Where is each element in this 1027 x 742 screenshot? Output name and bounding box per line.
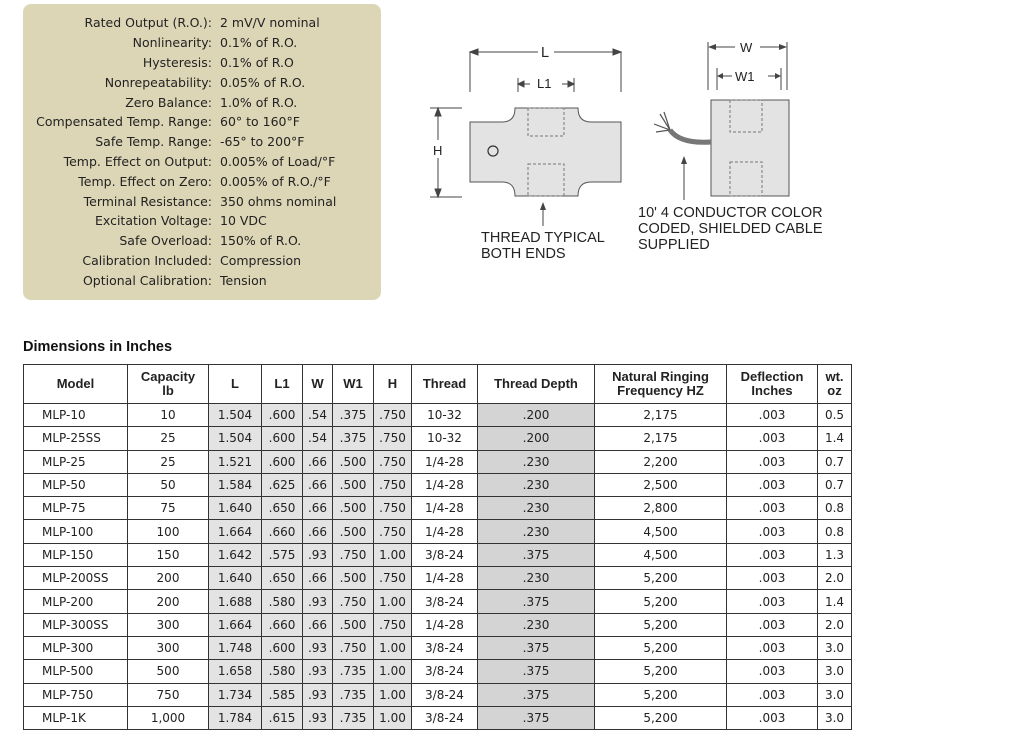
cell-thread-depth: .230 xyxy=(478,613,595,636)
spec-row xyxy=(23,33,381,53)
cable-note-line2: CODED, SHIELDED CABLE xyxy=(638,221,823,237)
thread-note-line1: THREAD TYPICAL xyxy=(481,230,605,246)
cell-weight: 3.0 xyxy=(818,660,852,683)
cell-weight: 0.7 xyxy=(818,473,852,496)
cell-thread-depth: .230 xyxy=(478,520,595,543)
label-L: L xyxy=(541,45,550,61)
spec-value: 10 VDC xyxy=(220,213,267,229)
label-L1: L1 xyxy=(537,76,552,91)
cell-model: MLP-75 xyxy=(24,497,128,520)
cell-W1: .500 xyxy=(333,613,374,636)
cell-deflection: .003 xyxy=(727,543,818,566)
label-H: H xyxy=(433,143,443,158)
cell-L1: .625 xyxy=(262,473,303,496)
cell-frequency: 4,500 xyxy=(595,520,727,543)
header-thread-depth: Thread Depth xyxy=(478,365,595,404)
cell-W: .66 xyxy=(303,497,333,520)
cell-thread-depth: .375 xyxy=(478,660,595,683)
spec-row xyxy=(23,13,381,33)
spec-row xyxy=(23,92,381,112)
cell-deflection: .003 xyxy=(727,590,818,613)
cell-W1: .735 xyxy=(333,683,374,706)
cell-W: .66 xyxy=(303,450,333,473)
table-row xyxy=(24,543,852,566)
header-deflection: Deflection Inches xyxy=(727,365,818,404)
cell-W: .66 xyxy=(303,520,333,543)
cell-thread-depth: .375 xyxy=(478,590,595,613)
cell-L1: .585 xyxy=(262,683,303,706)
cell-W1: .375 xyxy=(333,427,374,450)
cell-H: 1.00 xyxy=(374,543,412,566)
cell-weight: 0.8 xyxy=(818,520,852,543)
cell-thread-depth: .375 xyxy=(478,636,595,659)
cell-model: MLP-25SS xyxy=(24,427,128,450)
cell-W: .54 xyxy=(303,427,333,450)
header-thread: Thread xyxy=(412,365,478,404)
cell-W: .66 xyxy=(303,567,333,590)
cell-W: .93 xyxy=(303,683,333,706)
cell-deflection: .003 xyxy=(727,636,818,659)
cell-thread-depth: .230 xyxy=(478,450,595,473)
cell-L1: .600 xyxy=(262,636,303,659)
cell-W1: .735 xyxy=(333,660,374,683)
label-W1: W1 xyxy=(735,69,755,84)
spec-label: Compensated Temp. Range: xyxy=(36,114,212,130)
spec-label: Temp. Effect on Output: xyxy=(63,153,212,169)
cell-W1: .500 xyxy=(333,520,374,543)
table-row xyxy=(24,450,852,473)
spec-row xyxy=(23,132,381,152)
cell-W1: .500 xyxy=(333,450,374,473)
cell-thread: 3/8-24 xyxy=(412,706,478,729)
spec-label: Calibration Included: xyxy=(82,252,212,268)
spec-label: Zero Balance: xyxy=(125,94,212,110)
spec-row xyxy=(23,270,381,290)
cell-H: .750 xyxy=(374,613,412,636)
cell-frequency: 2,500 xyxy=(595,473,727,496)
cell-L: 1.748 xyxy=(209,636,262,659)
cell-frequency: 5,200 xyxy=(595,613,727,636)
cell-weight: 3.0 xyxy=(818,683,852,706)
header-L1: L1 xyxy=(262,365,303,404)
header-W1: W1 xyxy=(333,365,374,404)
cell-capacity: 500 xyxy=(128,660,209,683)
cell-model: MLP-200 xyxy=(24,590,128,613)
thread-note-line2: BOTH ENDS xyxy=(481,246,566,262)
cell-L: 1.640 xyxy=(209,497,262,520)
spec-row xyxy=(23,251,381,271)
specifications-panel xyxy=(23,4,381,300)
cell-model: MLP-10 xyxy=(24,404,128,427)
cell-L: 1.664 xyxy=(209,520,262,543)
cable-note-line1: 10' 4 CONDUCTOR COLOR xyxy=(638,205,823,221)
cell-W: .66 xyxy=(303,473,333,496)
cell-W: .93 xyxy=(303,660,333,683)
cell-W: .54 xyxy=(303,404,333,427)
spec-value: 150% of R.O. xyxy=(220,233,302,249)
label-W: W xyxy=(740,40,753,55)
cell-L1: .600 xyxy=(262,450,303,473)
table-row xyxy=(24,427,852,450)
cell-model: MLP-25 xyxy=(24,450,128,473)
cell-model: MLP-1K xyxy=(24,706,128,729)
cell-L1: .660 xyxy=(262,613,303,636)
cell-model: MLP-750 xyxy=(24,683,128,706)
cell-frequency: 2,800 xyxy=(595,497,727,520)
cell-thread: 1/4-28 xyxy=(412,450,478,473)
cell-model: MLP-100 xyxy=(24,520,128,543)
cell-weight: 0.5 xyxy=(818,404,852,427)
cell-L: 1.688 xyxy=(209,590,262,613)
cell-thread: 10-32 xyxy=(412,404,478,427)
cell-W1: .500 xyxy=(333,497,374,520)
spec-label: Excitation Voltage: xyxy=(95,213,212,229)
dimensions-table xyxy=(23,364,852,730)
cell-model: MLP-300 xyxy=(24,636,128,659)
spec-row xyxy=(23,231,381,251)
cell-deflection: .003 xyxy=(727,473,818,496)
cell-capacity: 750 xyxy=(128,683,209,706)
cell-W1: .375 xyxy=(333,404,374,427)
cell-W1: .750 xyxy=(333,590,374,613)
spec-label: Nonrepeatability: xyxy=(104,74,212,90)
spec-row xyxy=(23,152,381,172)
cell-L1: .600 xyxy=(262,404,303,427)
spec-value: 0.1% of R.O xyxy=(220,54,294,70)
table-header-row xyxy=(24,365,852,404)
spec-label: Optional Calibration: xyxy=(82,272,212,288)
table-row xyxy=(24,404,852,427)
cell-H: .750 xyxy=(374,450,412,473)
cell-H: 1.00 xyxy=(374,660,412,683)
cell-H: .750 xyxy=(374,427,412,450)
cell-thread: 3/8-24 xyxy=(412,683,478,706)
header-weight: wt. oz xyxy=(818,365,852,404)
cell-frequency: 5,200 xyxy=(595,683,727,706)
cell-deflection: .003 xyxy=(727,520,818,543)
cell-W1: .750 xyxy=(333,543,374,566)
cell-L: 1.584 xyxy=(209,473,262,496)
cell-model: MLP-500 xyxy=(24,660,128,683)
cell-weight: 1.4 xyxy=(818,427,852,450)
cell-L1: .575 xyxy=(262,543,303,566)
spec-label: Terminal Resistance: xyxy=(83,193,212,209)
cell-thread: 3/8-24 xyxy=(412,636,478,659)
cell-thread-depth: .230 xyxy=(478,473,595,496)
cell-capacity: 300 xyxy=(128,613,209,636)
cell-model: MLP-300SS xyxy=(24,613,128,636)
cell-L: 1.640 xyxy=(209,567,262,590)
cell-thread-depth: .375 xyxy=(478,683,595,706)
cell-weight: 3.0 xyxy=(818,636,852,659)
spec-row xyxy=(23,211,381,231)
spec-value: Compression xyxy=(220,252,302,268)
spec-row xyxy=(23,112,381,132)
spec-value: 350 ohms nominal xyxy=(220,193,337,209)
cell-capacity: 50 xyxy=(128,473,209,496)
cell-W: .93 xyxy=(303,636,333,659)
cell-thread: 1/4-28 xyxy=(412,613,478,636)
cell-capacity: 10 xyxy=(128,404,209,427)
cell-deflection: .003 xyxy=(727,567,818,590)
cell-W: .93 xyxy=(303,543,333,566)
cell-thread-depth: .375 xyxy=(478,706,595,729)
cell-L: 1.642 xyxy=(209,543,262,566)
spec-label: Temp. Effect on Zero: xyxy=(78,173,212,189)
cable-note-line3: SUPPLIED xyxy=(638,237,710,253)
cell-L: 1.664 xyxy=(209,613,262,636)
table-row xyxy=(24,613,852,636)
cell-frequency: 5,200 xyxy=(595,636,727,659)
cell-deflection: .003 xyxy=(727,660,818,683)
cell-L: 1.504 xyxy=(209,404,262,427)
cell-thread: 3/8-24 xyxy=(412,660,478,683)
cell-capacity: 100 xyxy=(128,520,209,543)
spec-label: Rated Output (R.O.): xyxy=(84,15,212,31)
spec-label: Hysteresis: xyxy=(142,54,212,70)
cell-capacity: 200 xyxy=(128,590,209,613)
cell-L: 1.658 xyxy=(209,660,262,683)
cell-weight: 2.0 xyxy=(818,613,852,636)
cell-weight: 3.0 xyxy=(818,706,852,729)
cell-deflection: .003 xyxy=(727,450,818,473)
cell-frequency: 5,200 xyxy=(595,590,727,613)
cell-L1: .615 xyxy=(262,706,303,729)
cell-H: .750 xyxy=(374,404,412,427)
cell-thread-depth: .230 xyxy=(478,497,595,520)
cell-frequency: 2,200 xyxy=(595,450,727,473)
spec-row xyxy=(23,171,381,191)
table-row xyxy=(24,706,852,729)
cell-capacity: 200 xyxy=(128,567,209,590)
cell-thread: 3/8-24 xyxy=(412,543,478,566)
spec-value: 0.005% of Load/°F xyxy=(220,153,336,169)
header-W: W xyxy=(303,365,333,404)
cell-capacity: 300 xyxy=(128,636,209,659)
spec-value: 0.1% of R.O. xyxy=(220,35,298,51)
cell-weight: 2.0 xyxy=(818,567,852,590)
cell-W: .93 xyxy=(303,590,333,613)
cell-deflection: .003 xyxy=(727,613,818,636)
dimensions-title: Dimensions in Inches xyxy=(23,339,173,355)
cell-H: 1.00 xyxy=(374,683,412,706)
cell-deflection: .003 xyxy=(727,497,818,520)
table-row xyxy=(24,590,852,613)
table-row xyxy=(24,683,852,706)
cell-thread: 3/8-24 xyxy=(412,590,478,613)
cell-model: MLP-150 xyxy=(24,543,128,566)
table-row xyxy=(24,660,852,683)
cell-L1: .600 xyxy=(262,427,303,450)
cell-thread: 10-32 xyxy=(412,427,478,450)
header-capacity: Capacity lb xyxy=(128,365,209,404)
cell-frequency: 2,175 xyxy=(595,404,727,427)
cell-W: .93 xyxy=(303,706,333,729)
table-row xyxy=(24,497,852,520)
cell-L: 1.734 xyxy=(209,683,262,706)
cell-thread-depth: .230 xyxy=(478,567,595,590)
spec-value: 0.05% of R.O. xyxy=(220,74,306,90)
cell-L1: .650 xyxy=(262,567,303,590)
header-frequency: Natural Ringing Frequency HZ xyxy=(595,365,727,404)
header-model: Model xyxy=(24,365,128,404)
table-row xyxy=(24,636,852,659)
cell-H: 1.00 xyxy=(374,706,412,729)
cell-thread: 1/4-28 xyxy=(412,567,478,590)
cell-weight: 1.4 xyxy=(818,590,852,613)
table-row xyxy=(24,473,852,496)
cell-W1: .500 xyxy=(333,473,374,496)
cell-deflection: .003 xyxy=(727,706,818,729)
table-row xyxy=(24,567,852,590)
cell-W: .66 xyxy=(303,613,333,636)
spec-row xyxy=(23,72,381,92)
cell-deflection: .003 xyxy=(727,404,818,427)
cell-thread: 1/4-28 xyxy=(412,520,478,543)
cell-L: 1.784 xyxy=(209,706,262,729)
cell-H: .750 xyxy=(374,520,412,543)
cell-W1: .750 xyxy=(333,636,374,659)
cell-L1: .580 xyxy=(262,660,303,683)
cell-weight: 0.8 xyxy=(818,497,852,520)
cell-W1: .735 xyxy=(333,706,374,729)
cell-H: .750 xyxy=(374,473,412,496)
spec-label: Safe Temp. Range: xyxy=(95,134,212,150)
cell-W1: .500 xyxy=(333,567,374,590)
cell-frequency: 5,200 xyxy=(595,567,727,590)
cell-L: 1.521 xyxy=(209,450,262,473)
spec-value: 2 mV/V nominal xyxy=(220,15,320,31)
cell-weight: 0.7 xyxy=(818,450,852,473)
table-row xyxy=(24,520,852,543)
cell-capacity: 25 xyxy=(128,427,209,450)
cell-weight: 1.3 xyxy=(818,543,852,566)
cell-frequency: 5,200 xyxy=(595,706,727,729)
cell-L1: .650 xyxy=(262,497,303,520)
cell-deflection: .003 xyxy=(727,683,818,706)
cell-capacity: 25 xyxy=(128,450,209,473)
cell-frequency: 4,500 xyxy=(595,543,727,566)
cell-H: 1.00 xyxy=(374,636,412,659)
cell-capacity: 75 xyxy=(128,497,209,520)
cell-thread-depth: .200 xyxy=(478,404,595,427)
spec-label: Nonlinearity: xyxy=(132,35,212,51)
spec-value: 60° to 160°F xyxy=(220,114,300,130)
spec-value: 0.005% of R.O./°F xyxy=(220,173,331,189)
cell-model: MLP-50 xyxy=(24,473,128,496)
cell-H: 1.00 xyxy=(374,590,412,613)
cell-model: MLP-200SS xyxy=(24,567,128,590)
spec-value: 1.0% of R.O. xyxy=(220,94,298,110)
cell-thread: 1/4-28 xyxy=(412,497,478,520)
spec-row xyxy=(23,191,381,211)
cell-H: .750 xyxy=(374,497,412,520)
load-cell-diagram xyxy=(420,30,840,270)
cell-L1: .580 xyxy=(262,590,303,613)
cell-thread-depth: .200 xyxy=(478,427,595,450)
cell-capacity: 1,000 xyxy=(128,706,209,729)
cell-capacity: 150 xyxy=(128,543,209,566)
cell-frequency: 5,200 xyxy=(595,660,727,683)
cell-thread: 1/4-28 xyxy=(412,473,478,496)
spec-row xyxy=(23,53,381,73)
cell-L: 1.504 xyxy=(209,427,262,450)
spec-value: -65° to 200°F xyxy=(220,134,305,150)
cell-deflection: .003 xyxy=(727,427,818,450)
cell-H: .750 xyxy=(374,567,412,590)
cell-frequency: 2,175 xyxy=(595,427,727,450)
header-H: H xyxy=(374,365,412,404)
spec-value: Tension xyxy=(220,272,267,288)
header-L: L xyxy=(209,365,262,404)
cell-thread-depth: .375 xyxy=(478,543,595,566)
spec-label: Safe Overload: xyxy=(119,233,212,249)
cell-L1: .660 xyxy=(262,520,303,543)
